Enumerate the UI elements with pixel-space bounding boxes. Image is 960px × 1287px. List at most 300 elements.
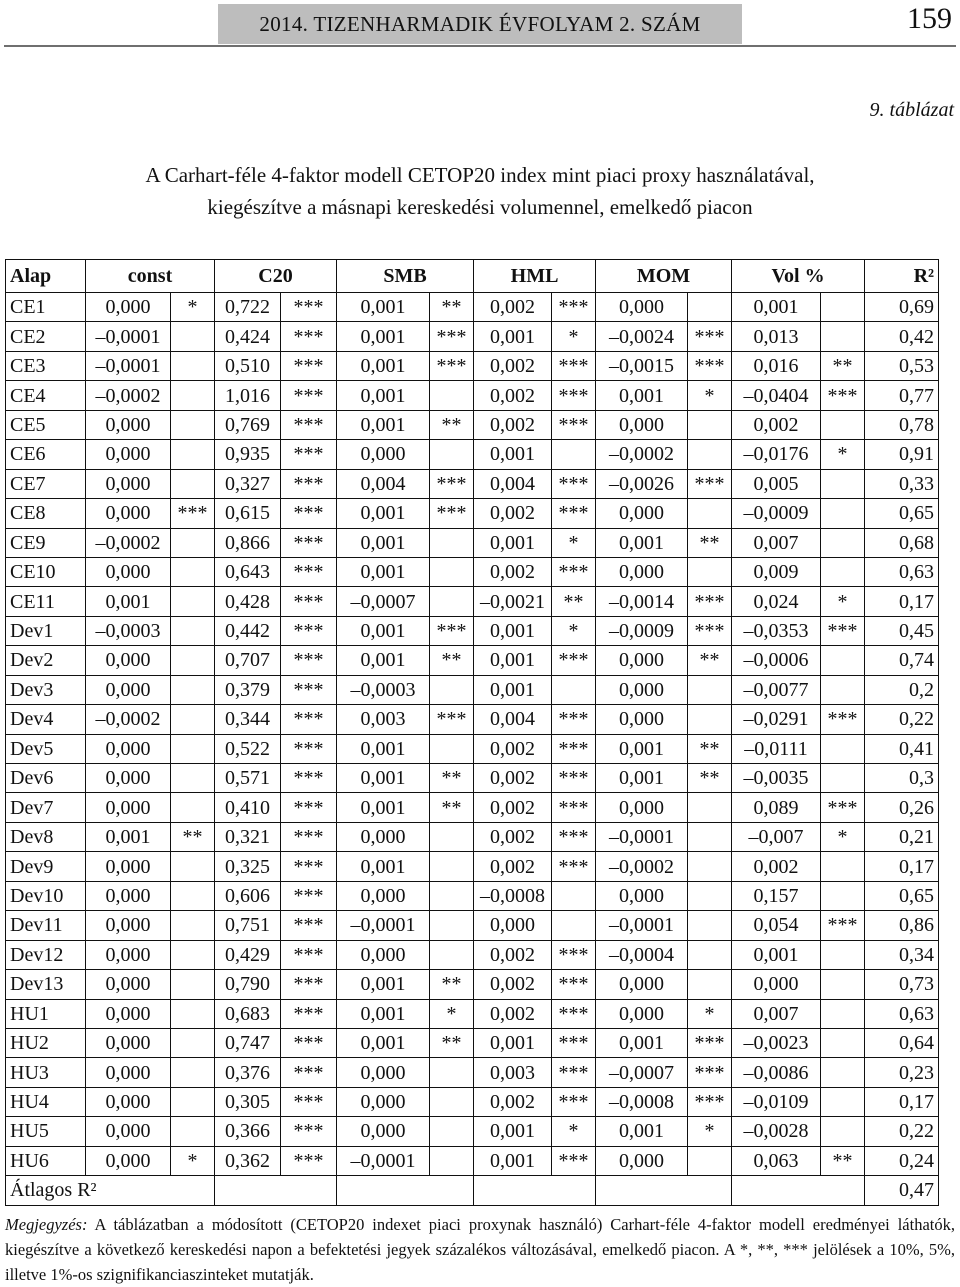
mom-signif-cell [688,293,732,322]
mom-signif-cell [688,793,732,822]
smb-signif-cell [430,940,474,969]
const-value-cell: 0,000 [86,499,171,528]
c20-signif-cell: *** [281,293,337,322]
smb-signif-cell: *** [430,616,474,645]
fund-code-cell: HU4 [6,1087,86,1116]
hml-signif-cell: *** [552,1087,596,1116]
mom-value-cell: –0,0026 [596,469,688,498]
mom-value-cell: 0,000 [596,499,688,528]
const-value-cell: 0,000 [86,852,171,881]
smb-signif-cell: *** [430,705,474,734]
vol-signif-cell: ** [821,351,865,380]
mom-signif-cell: *** [688,351,732,380]
vol-signif-cell [821,469,865,498]
r2-value-cell: 0,91 [865,440,939,469]
r2-value-cell: 0,65 [865,881,939,910]
hml-signif-cell [552,881,596,910]
smb-value-cell: 0,001 [337,528,430,557]
vol-signif-cell [821,734,865,763]
const-value-cell: 0,000 [86,793,171,822]
c20-value-cell: 0,935 [215,440,281,469]
smb-signif-cell: *** [430,351,474,380]
c20-value-cell: 0,376 [215,1058,281,1087]
fund-code-cell: Dev10 [6,881,86,910]
column-header-hml: HML [474,260,596,293]
hml-value-cell: 0,002 [474,764,552,793]
vol-value-cell: –0,0009 [732,499,821,528]
mom-signif-cell: *** [688,322,732,351]
smb-value-cell: 0,001 [337,793,430,822]
vol-signif-cell [821,881,865,910]
fund-code-cell: HU3 [6,1058,86,1087]
vol-signif-cell: *** [821,381,865,410]
c20-signif-cell: *** [281,322,337,351]
c20-signif-cell: *** [281,1028,337,1057]
smb-signif-cell [430,381,474,410]
vol-signif-cell: *** [821,705,865,734]
mom-signif-cell: *** [688,1028,732,1057]
mom-value-cell: –0,0004 [596,940,688,969]
const-value-cell: 0,000 [86,940,171,969]
hml-signif-cell: *** [552,970,596,999]
fund-code-cell: Dev11 [6,911,86,940]
hml-value-cell: 0,001 [474,322,552,351]
smb-signif-cell [430,1146,474,1175]
mom-signif-cell: *** [688,1058,732,1087]
hml-signif-cell: *** [552,410,596,439]
vol-value-cell: 0,000 [732,970,821,999]
smb-signif-cell: ** [430,793,474,822]
table-row [6,940,939,969]
r2-value-cell: 0,17 [865,587,939,616]
const-value-cell: –0,0002 [86,705,171,734]
hml-signif-cell: * [552,616,596,645]
table-row [6,1146,939,1175]
c20-value-cell: 0,429 [215,940,281,969]
table-row [6,822,939,851]
c20-value-cell: 0,366 [215,1117,281,1146]
const-value-cell: –0,0003 [86,616,171,645]
c20-value-cell: 0,410 [215,793,281,822]
page-number: 159 [907,2,952,35]
fund-code-cell: HU5 [6,1117,86,1146]
c20-value-cell: 0,707 [215,646,281,675]
mom-value-cell: 0,000 [596,1146,688,1175]
const-value-cell: 0,000 [86,881,171,910]
c20-value-cell: 0,643 [215,557,281,586]
hml-signif-cell [552,911,596,940]
smb-value-cell: 0,001 [337,499,430,528]
c20-signif-cell: *** [281,499,337,528]
vol-value-cell: –0,0086 [732,1058,821,1087]
c20-value-cell: 0,751 [215,911,281,940]
smb-value-cell: 0,001 [337,646,430,675]
table-title-line-2: kiegészítve a másnapi kereskedési volumennel, emelkedő piacon [207,195,753,219]
vol-signif-cell [821,970,865,999]
hml-signif-cell: *** [552,499,596,528]
vol-value-cell: –0,0028 [732,1117,821,1146]
mom-value-cell: 0,000 [596,881,688,910]
vol-value-cell: 0,089 [732,793,821,822]
vol-value-cell: –0,0006 [732,646,821,675]
smb-signif-cell: ** [430,764,474,793]
const-signif-cell [171,1028,215,1057]
smb-signif-cell: ** [430,410,474,439]
c20-signif-cell: *** [281,675,337,704]
smb-value-cell: –0,0001 [337,1146,430,1175]
hml-value-cell: 0,002 [474,822,552,851]
r2-value-cell: 0,26 [865,793,939,822]
hml-signif-cell: * [552,1117,596,1146]
smb-value-cell: 0,000 [337,1117,430,1146]
r2-value-cell: 0,65 [865,499,939,528]
table-row [6,293,939,322]
fund-code-cell: CE7 [6,469,86,498]
const-value-cell: 0,001 [86,822,171,851]
hml-signif-cell [552,675,596,704]
r2-value-cell: 0,69 [865,293,939,322]
vol-signif-cell [821,1117,865,1146]
table-body [6,293,939,1176]
c20-value-cell: 0,428 [215,587,281,616]
const-signif-cell [171,1087,215,1116]
table-row [6,587,939,616]
hml-value-cell: 0,001 [474,1146,552,1175]
const-signif-cell [171,587,215,616]
hml-signif-cell: *** [552,940,596,969]
vol-signif-cell [821,1058,865,1087]
hml-signif-cell: * [552,528,596,557]
column-header-mom: MOM [596,260,732,293]
hml-signif-cell: *** [552,1058,596,1087]
hml-signif-cell: *** [552,852,596,881]
const-signif-cell: ** [171,822,215,851]
smb-signif-cell [430,528,474,557]
mom-signif-cell [688,440,732,469]
vol-signif-cell: *** [821,911,865,940]
mom-signif-cell [688,1146,732,1175]
vol-value-cell: 0,024 [732,587,821,616]
vol-signif-cell [821,528,865,557]
hml-signif-cell: *** [552,469,596,498]
fund-code-cell: Dev7 [6,793,86,822]
r2-value-cell: 0,63 [865,999,939,1028]
c20-value-cell: 0,615 [215,499,281,528]
vol-value-cell: –0,0291 [732,705,821,734]
smb-value-cell: 0,001 [337,852,430,881]
mom-value-cell: 0,000 [596,705,688,734]
vol-signif-cell: * [821,822,865,851]
c20-value-cell: 0,379 [215,675,281,704]
hml-signif-cell: *** [552,1146,596,1175]
const-value-cell: 0,000 [86,764,171,793]
fund-code-cell: Dev12 [6,940,86,969]
table-number-label: 9. táblázat [869,99,954,121]
const-signif-cell [171,381,215,410]
vol-value-cell: –0,0023 [732,1028,821,1057]
smb-value-cell: 0,001 [337,734,430,763]
vol-value-cell: 0,157 [732,881,821,910]
c20-value-cell: 0,522 [215,734,281,763]
vol-signif-cell [821,999,865,1028]
c20-signif-cell: *** [281,881,337,910]
c20-value-cell: 0,327 [215,469,281,498]
const-signif-cell [171,970,215,999]
smb-signif-cell [430,734,474,763]
const-signif-cell [171,351,215,380]
const-value-cell: –0,0002 [86,381,171,410]
table-row [6,1117,939,1146]
smb-value-cell: 0,001 [337,351,430,380]
mom-signif-cell [688,881,732,910]
r2-value-cell: 0,17 [865,852,939,881]
mom-signif-cell: * [688,999,732,1028]
r2-value-cell: 0,22 [865,1117,939,1146]
hml-value-cell: 0,002 [474,734,552,763]
r2-value-cell: 0,34 [865,940,939,969]
fund-code-cell: Dev2 [6,646,86,675]
hml-value-cell: 0,002 [474,852,552,881]
vol-value-cell: 0,002 [732,852,821,881]
smb-value-cell: 0,000 [337,881,430,910]
table-title-line-1: A Carhart-féle 4-faktor modell CETOP20 index mint piaci proxy használatával, [145,163,815,187]
const-signif-cell [171,705,215,734]
mom-signif-cell [688,822,732,851]
c20-signif-cell: *** [281,822,337,851]
vol-signif-cell [821,499,865,528]
table-row [6,1028,939,1057]
table-row [6,793,939,822]
const-signif-cell: * [171,293,215,322]
column-header-const: const [86,260,215,293]
smb-value-cell: 0,000 [337,940,430,969]
regression-results-table [5,259,939,1206]
mom-signif-cell: *** [688,587,732,616]
const-signif-cell [171,616,215,645]
mom-signif-cell [688,705,732,734]
const-signif-cell [171,911,215,940]
smb-value-cell: 0,000 [337,1058,430,1087]
smb-value-cell: 0,001 [337,557,430,586]
table-row [6,322,939,351]
const-value-cell: 0,000 [86,557,171,586]
vol-value-cell: –0,0035 [732,764,821,793]
c20-value-cell: 0,442 [215,616,281,645]
r2-value-cell: 0,23 [865,1058,939,1087]
hml-value-cell: 0,002 [474,940,552,969]
c20-signif-cell: *** [281,999,337,1028]
vol-value-cell: –0,007 [732,822,821,851]
table-row [6,705,939,734]
c20-value-cell: 0,571 [215,764,281,793]
const-value-cell: 0,000 [86,1146,171,1175]
mom-value-cell: 0,000 [596,970,688,999]
mom-value-cell: –0,0024 [596,322,688,351]
const-value-cell: 0,000 [86,1087,171,1116]
vol-signif-cell [821,646,865,675]
header-divider [4,45,956,47]
c20-value-cell: 0,866 [215,528,281,557]
mom-value-cell: 0,001 [596,528,688,557]
smb-value-cell: 0,000 [337,440,430,469]
const-signif-cell: * [171,1146,215,1175]
table-row [6,881,939,910]
average-r2-label: Átlagos R² [6,1176,215,1205]
mom-value-cell: 0,000 [596,410,688,439]
table-row [6,1087,939,1116]
smb-value-cell: –0,0001 [337,911,430,940]
table-row [6,999,939,1028]
c20-signif-cell: *** [281,646,337,675]
smb-signif-cell [430,1117,474,1146]
mom-value-cell: 0,001 [596,1028,688,1057]
table-row [6,734,939,763]
fund-code-cell: CE5 [6,410,86,439]
table-row [6,675,939,704]
const-value-cell: 0,000 [86,999,171,1028]
vol-signif-cell [821,852,865,881]
const-signif-cell [171,1117,215,1146]
smb-value-cell: 0,003 [337,705,430,734]
smb-value-cell: 0,001 [337,293,430,322]
r2-value-cell: 0,73 [865,970,939,999]
smb-value-cell: –0,0003 [337,675,430,704]
const-signif-cell [171,764,215,793]
smb-value-cell: 0,001 [337,1028,430,1057]
fund-code-cell: HU1 [6,999,86,1028]
mom-signif-cell: ** [688,734,732,763]
table-row [6,764,939,793]
const-signif-cell [171,528,215,557]
r2-value-cell: 0,86 [865,911,939,940]
fund-code-cell: CE9 [6,528,86,557]
vol-value-cell: –0,0176 [732,440,821,469]
c20-signif-cell: *** [281,410,337,439]
empty-cell [337,1176,474,1205]
hml-value-cell: 0,002 [474,970,552,999]
smb-signif-cell: ** [430,293,474,322]
hml-signif-cell: *** [552,381,596,410]
smb-value-cell: 0,001 [337,616,430,645]
c20-value-cell: 0,606 [215,881,281,910]
vol-signif-cell [821,940,865,969]
r2-value-cell: 0,63 [865,557,939,586]
vol-signif-cell [821,1028,865,1057]
mom-value-cell: 0,000 [596,293,688,322]
column-header-c20: C20 [215,260,337,293]
mom-value-cell: 0,001 [596,381,688,410]
const-value-cell: 0,000 [86,1058,171,1087]
hml-value-cell: 0,004 [474,705,552,734]
hml-value-cell: 0,001 [474,528,552,557]
vol-value-cell: 0,001 [732,293,821,322]
vol-value-cell: –0,0111 [732,734,821,763]
smb-signif-cell: *** [430,469,474,498]
fund-code-cell: HU6 [6,1146,86,1175]
journal-header-band [218,4,742,44]
c20-signif-cell: *** [281,705,337,734]
c20-signif-cell: *** [281,469,337,498]
column-header-alap: Alap [6,260,86,293]
mom-signif-cell [688,940,732,969]
smb-signif-cell [430,881,474,910]
r2-value-cell: 0,77 [865,381,939,410]
table-row [6,557,939,586]
average-r2-row [6,1176,939,1205]
hml-value-cell: 0,002 [474,499,552,528]
mom-value-cell: –0,0007 [596,1058,688,1087]
smb-signif-cell [430,1058,474,1087]
const-value-cell: 0,000 [86,469,171,498]
hml-value-cell: 0,002 [474,1087,552,1116]
fund-code-cell: Dev9 [6,852,86,881]
note-text: A táblázatban a módosított (CETOP20 indexet piaci proxynak használó) Carhart-féle 4-faktor modell eredményei láthatók, kiegészítve a következő kereskedési napon a befektetési jegyek százalékos változásával, emelkedő piacon. A *, **, *** jelölések a 10%, 5%, illetve 1%-os szignifikanciaszinteket mutatják. [5,1215,955,1284]
r2-value-cell: 0,42 [865,322,939,351]
const-value-cell: 0,000 [86,734,171,763]
mom-signif-cell [688,675,732,704]
mom-signif-cell: ** [688,764,732,793]
fund-code-cell: CE11 [6,587,86,616]
vol-value-cell: 0,009 [732,557,821,586]
mom-value-cell: –0,0002 [596,440,688,469]
table-row [6,616,939,645]
mom-signif-cell [688,410,732,439]
c20-signif-cell: *** [281,587,337,616]
c20-signif-cell: *** [281,911,337,940]
hml-signif-cell: *** [552,822,596,851]
r2-value-cell: 0,41 [865,734,939,763]
mom-signif-cell [688,557,732,586]
vol-signif-cell: * [821,440,865,469]
c20-value-cell: 0,683 [215,999,281,1028]
hml-value-cell: –0,0008 [474,881,552,910]
vol-value-cell: 0,005 [732,469,821,498]
smb-value-cell: 0,001 [337,322,430,351]
r2-value-cell: 0,78 [865,410,939,439]
mom-value-cell: –0,0001 [596,822,688,851]
mom-signif-cell [688,499,732,528]
fund-code-cell: Dev4 [6,705,86,734]
vol-signif-cell [821,410,865,439]
empty-cell [474,1176,596,1205]
fund-code-cell: Dev8 [6,822,86,851]
mom-signif-cell [688,852,732,881]
c20-signif-cell: *** [281,1058,337,1087]
vol-signif-cell: ** [821,1146,865,1175]
smb-signif-cell: ** [430,646,474,675]
smb-signif-cell [430,911,474,940]
fund-code-cell: Dev5 [6,734,86,763]
c20-value-cell: 0,325 [215,852,281,881]
c20-signif-cell: *** [281,734,337,763]
c20-signif-cell: *** [281,557,337,586]
const-value-cell: –0,0001 [86,351,171,380]
vol-signif-cell [821,293,865,322]
vol-value-cell: 0,002 [732,410,821,439]
vol-value-cell: –0,0404 [732,381,821,410]
mom-signif-cell: *** [688,616,732,645]
hml-signif-cell [552,440,596,469]
table-row [6,351,939,380]
vol-signif-cell: *** [821,616,865,645]
const-value-cell: 0,000 [86,970,171,999]
const-signif-cell [171,999,215,1028]
mom-value-cell: 0,000 [596,646,688,675]
table-row [6,1058,939,1087]
r2-value-cell: 0,74 [865,646,939,675]
fund-code-cell: CE4 [6,381,86,410]
mom-signif-cell [688,970,732,999]
